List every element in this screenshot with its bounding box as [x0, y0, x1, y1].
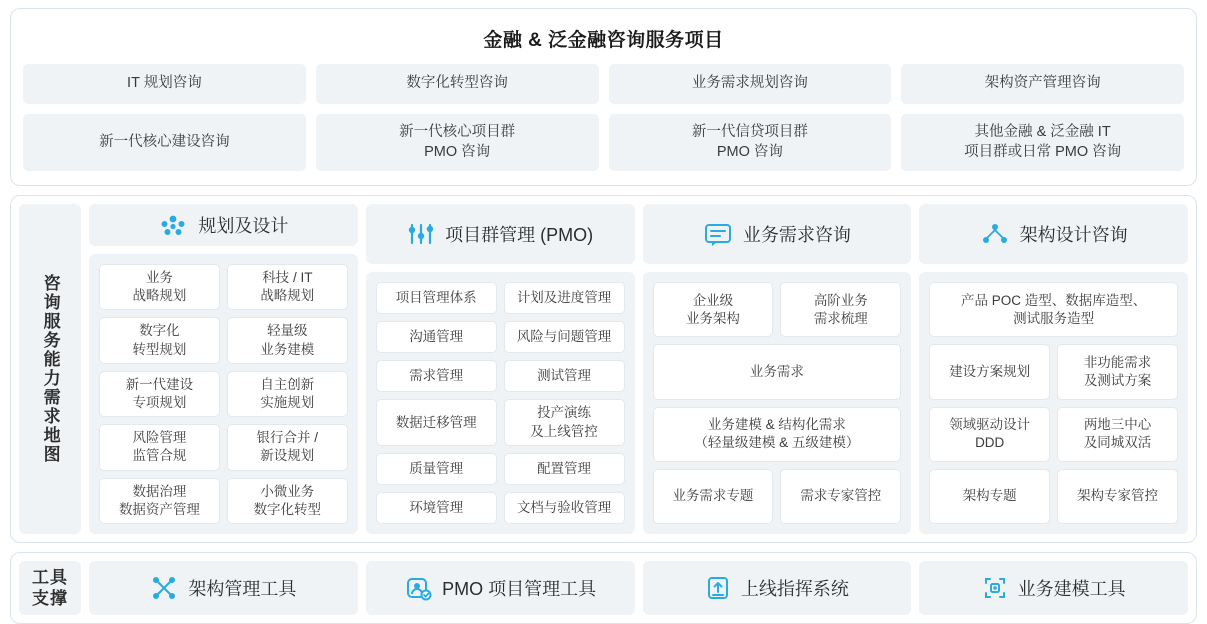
- chip-row: [99, 478, 348, 524]
- tool-release-command[interactable]: [643, 561, 912, 615]
- chip-row: [376, 321, 625, 353]
- pmo-tool-icon: [404, 575, 432, 601]
- page-title: 金融 & 泛金融咨询服务项目: [483, 30, 724, 51]
- chip-configuration-management[interactable]: 配置管理: [504, 453, 625, 485]
- column-title-business-demand: 业务需求咨询: [742, 225, 851, 246]
- capability-columns: [89, 204, 1188, 534]
- chip-row: [929, 407, 1178, 462]
- chip-row: [376, 492, 625, 524]
- chip-row: [653, 344, 902, 399]
- chip-row: [653, 407, 902, 462]
- top-row-2: [23, 114, 1184, 171]
- chip-tech-it-strategy[interactable]: 科技 / IT 战略规划: [227, 264, 348, 310]
- chip-data-governance[interactable]: 数据治理 数据资产管理: [99, 478, 220, 524]
- tool-pmo-management[interactable]: [366, 561, 635, 615]
- chip-product-poc-modeling[interactable]: 产品 POC 造型、数据库造型、 测试服务造型: [929, 282, 1178, 337]
- chip-row: [99, 317, 348, 363]
- chip-communication-management[interactable]: 沟通管理: [376, 321, 497, 353]
- chip-business-modeling-structured-requirement[interactable]: 业务建模 & 结构化需求 （轻量级建模 & 五级建模）: [653, 407, 902, 462]
- column-header-pmo[interactable]: [366, 204, 635, 264]
- column-title-architecture-design: 架构设计咨询: [1019, 225, 1128, 246]
- chip-bank-merger-plan[interactable]: 银行合并 / 新设规划: [227, 424, 348, 470]
- chip-nonfunctional-test-plan[interactable]: 非功能需求 及测试方案: [1057, 344, 1178, 399]
- chip-quality-management[interactable]: 质量管理: [376, 453, 497, 485]
- tool-label: 架构管理工具: [188, 579, 297, 600]
- column-body-planning-design: [89, 254, 358, 534]
- capability-column-architecture-design: [919, 204, 1188, 534]
- chip-high-level-requirement[interactable]: 高阶业务 需求梳理: [780, 282, 901, 337]
- chip-row: [653, 469, 902, 524]
- capability-map-panel: [10, 195, 1197, 543]
- chip-risk-compliance[interactable]: 风险管理 监管合规: [99, 424, 220, 470]
- chip-independent-innovation-plan[interactable]: 自主创新 实施规划: [227, 371, 348, 417]
- capability-map-side-label: 咨询服务能力需求地图: [19, 204, 81, 534]
- chip-row: [653, 282, 902, 337]
- column-header-planning-design[interactable]: [89, 204, 358, 246]
- tool-architecture-management[interactable]: [89, 561, 358, 615]
- top-cell-it-planning[interactable]: IT 规划咨询: [23, 64, 306, 104]
- chip-data-migration-management[interactable]: 数据迁移管理: [376, 399, 497, 445]
- column-body-pmo: [366, 272, 635, 534]
- chip-business-strategy[interactable]: 业务 战略规划: [99, 264, 220, 310]
- top-panel: [10, 8, 1197, 186]
- chip-business-requirement-topic[interactable]: 业务需求专题: [653, 469, 774, 524]
- top-cell-other-finance-pmo[interactable]: 其他金融 & 泛金融 IT 项目群或日常 PMO 咨询: [901, 114, 1184, 171]
- top-cell-architecture-asset-management[interactable]: 架构资产管理咨询: [901, 64, 1184, 104]
- tool-label: PMO 项目管理工具: [442, 579, 597, 600]
- chip-architecture-expert-control[interactable]: 架构专家管控: [1057, 469, 1178, 524]
- chip-row: [99, 264, 348, 310]
- chip-architecture-topic[interactable]: 架构专题: [929, 469, 1050, 524]
- tool-label: 业务建模工具: [1017, 579, 1126, 600]
- architecture-node-icon: [980, 221, 1010, 247]
- chip-row: [99, 371, 348, 417]
- top-cell-digital-transformation[interactable]: 数字化转型咨询: [316, 64, 599, 104]
- tool-label: 上线指挥系统: [740, 579, 849, 600]
- chip-row: [376, 399, 625, 445]
- chip-row: [99, 424, 348, 470]
- chip-row: [376, 453, 625, 485]
- top-cell-new-core-pmo[interactable]: 新一代核心项目群 PMO 咨询: [316, 114, 599, 171]
- chip-business-requirement[interactable]: 业务需求: [653, 344, 902, 399]
- chip-environment-management[interactable]: 环境管理: [376, 492, 497, 524]
- chip-row: [929, 469, 1178, 524]
- release-command-icon: [705, 575, 731, 601]
- chip-test-management[interactable]: 测试管理: [504, 360, 625, 392]
- business-modeling-icon: [982, 575, 1008, 601]
- top-cell-new-credit-pmo[interactable]: 新一代信贷项目群 PMO 咨询: [609, 114, 892, 171]
- chip-plan-schedule-management[interactable]: 计划及进度管理: [504, 282, 625, 314]
- tool-support-panel: [10, 552, 1197, 624]
- top-row-1: [23, 64, 1184, 104]
- chip-row: [929, 344, 1178, 399]
- pmo-sliders-icon: [407, 221, 435, 247]
- chip-digital-transformation-plan[interactable]: 数字化 转型规划: [99, 317, 220, 363]
- chip-enterprise-business-architecture[interactable]: 企业级 业务架构: [653, 282, 774, 337]
- column-title-planning-design: 规划及设计: [198, 216, 289, 237]
- business-chat-icon: [703, 221, 733, 247]
- column-body-business-demand: [643, 272, 912, 534]
- column-body-architecture-design: [919, 272, 1188, 534]
- tool-support-label: 工具 支撑: [19, 561, 81, 615]
- chip-multi-site-active[interactable]: 两地三中心 及同城双活: [1057, 407, 1178, 462]
- chip-requirement-expert-control[interactable]: 需求专家管控: [780, 469, 901, 524]
- capability-column-business-demand: [643, 204, 912, 534]
- column-header-business-demand[interactable]: [643, 204, 912, 264]
- planning-design-icon: [158, 212, 188, 238]
- tool-support-items: [89, 561, 1188, 615]
- chip-new-gen-special-plan[interactable]: 新一代建设 专项规划: [99, 371, 220, 417]
- chip-production-rehearsal[interactable]: 投产演练 及上线管控: [504, 399, 625, 445]
- chip-doc-acceptance-management[interactable]: 文档与验收管理: [504, 492, 625, 524]
- chip-project-management-system[interactable]: 项目管理体系: [376, 282, 497, 314]
- top-cell-business-demand-planning[interactable]: 业务需求规划咨询: [609, 64, 892, 104]
- chip-construction-plan[interactable]: 建设方案规划: [929, 344, 1050, 399]
- chip-row: [376, 282, 625, 314]
- column-title-pmo: 项目群管理 (PMO): [445, 225, 594, 246]
- top-cell-new-core-construction[interactable]: 新一代核心建设咨询: [23, 114, 306, 171]
- chip-risk-issue-management[interactable]: 风险与问题管理: [504, 321, 625, 353]
- chip-micro-business-digital[interactable]: 小微业务 数字化转型: [227, 478, 348, 524]
- chip-row: [929, 282, 1178, 337]
- capability-column-pmo: [366, 204, 635, 534]
- architecture-tool-icon: [150, 575, 178, 601]
- tool-business-modeling[interactable]: [919, 561, 1188, 615]
- chip-row: [376, 360, 625, 392]
- chip-requirement-management[interactable]: 需求管理: [376, 360, 497, 392]
- chip-lightweight-business-modeling[interactable]: 轻量级 业务建模: [227, 317, 348, 363]
- capability-column-planning-design: [89, 204, 358, 534]
- column-header-architecture-design[interactable]: [919, 204, 1188, 264]
- chip-ddd[interactable]: 领域驱动设计 DDD: [929, 407, 1050, 462]
